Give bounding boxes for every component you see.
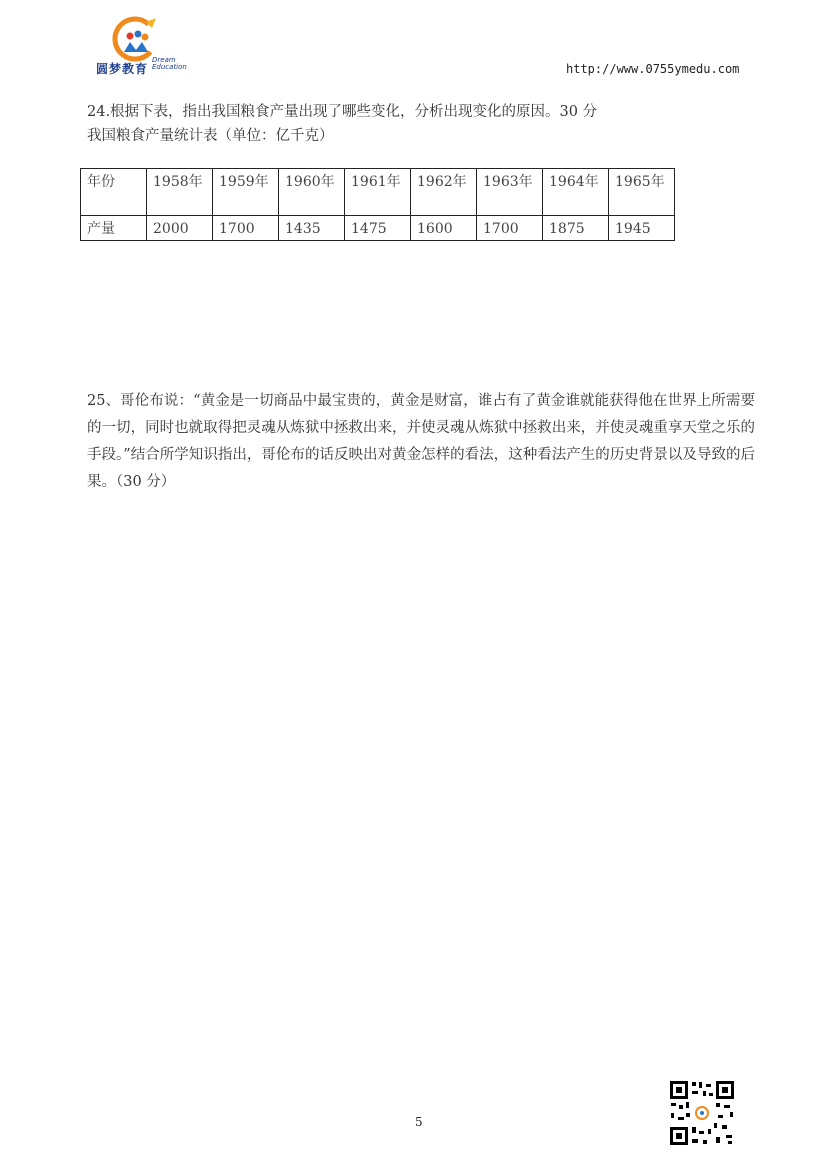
row-label-output: 产量 <box>81 216 147 241</box>
table-row-output <box>81 216 675 241</box>
question-25-text: 25、哥伦布说：“黄金是一切商品中最宝贵的，黄金是财富，谁占有了黄金谁就能获得他在世界上所需要的一切，同时也就取得把灵魂从炼狱中拯救出来，并使灵魂从炼狱中拯救出来，并使灵魂重享天堂之乐的手段。”结合所学知识指出，哥伦布的话反映出对黄金怎样的看法，这种看法产生的历史背景以及导致的后果。（30 分） <box>87 393 755 490</box>
row-label-year: 年份 <box>81 169 147 216</box>
logo-english-line-1: Dream <box>152 56 176 64</box>
question-24 <box>87 100 727 148</box>
table-title: 我国粮食产量统计表（单位：亿千克） <box>87 128 334 144</box>
year-cell: 1958年 <box>147 169 213 216</box>
logo-english-text <box>152 57 187 71</box>
question-24-prompt: 24.根据下表，指出我国粮食产量出现了哪些变化，分析出现变化的原因。30 分 <box>87 104 598 120</box>
output-cell: 1700 <box>213 216 279 241</box>
logo-chinese-text: 圆梦教育 <box>96 62 149 76</box>
output-cell: 1945 <box>609 216 675 241</box>
logo-english-line-2: Education <box>152 63 187 71</box>
page-number: 5 <box>415 1115 423 1129</box>
year-cell: 1959年 <box>213 169 279 216</box>
year-cell: 1962年 <box>411 169 477 216</box>
year-cell: 1964年 <box>543 169 609 216</box>
qr-code-icon[interactable] <box>668 1079 736 1147</box>
output-cell: 1875 <box>543 216 609 241</box>
output-cell: 1435 <box>279 216 345 241</box>
year-cell: 1963年 <box>477 169 543 216</box>
output-cell: 1475 <box>345 216 411 241</box>
grain-output-table <box>80 168 675 241</box>
output-cell: 1700 <box>477 216 543 241</box>
year-cell: 1960年 <box>279 169 345 216</box>
output-cell: 1600 <box>411 216 477 241</box>
table-row-years <box>81 169 675 216</box>
output-cell: 2000 <box>147 216 213 241</box>
year-cell: 1965年 <box>609 169 675 216</box>
year-cell: 1961年 <box>345 169 411 216</box>
header-url[interactable]: http://www.0755ymedu.com <box>566 62 740 76</box>
